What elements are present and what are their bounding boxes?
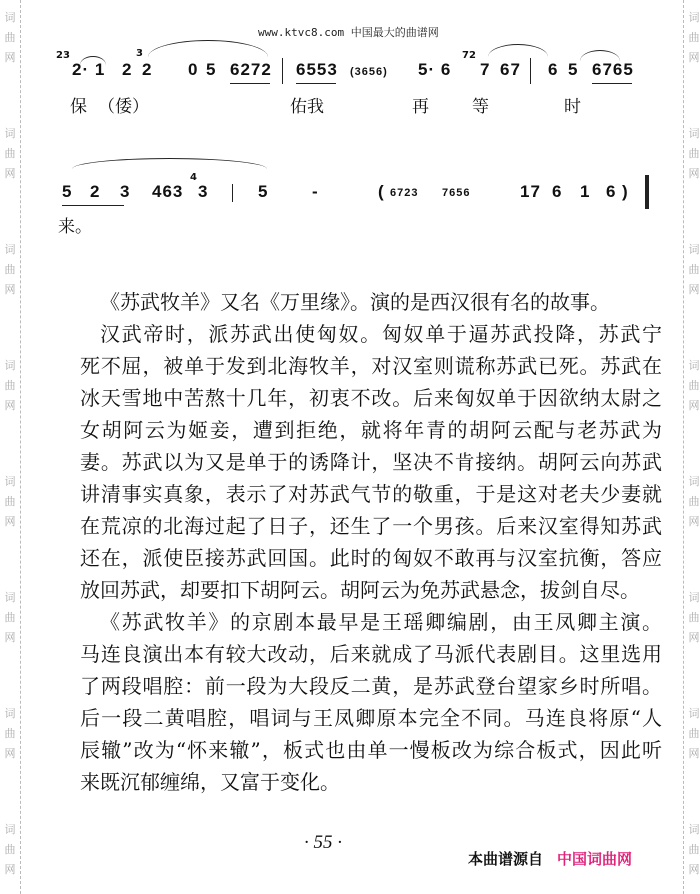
source-label: 本曲谱源自 (468, 850, 544, 868)
lyric: 等 (472, 97, 489, 117)
end-bar-line (645, 175, 649, 209)
side-watermark: 词曲网 (688, 707, 700, 760)
note: 1 (580, 182, 591, 201)
side-watermark: 词曲网 (688, 591, 700, 644)
note: 6272 (230, 60, 272, 79)
underline (62, 205, 124, 206)
side-watermark: 词曲网 (4, 707, 16, 760)
note: 6765 (592, 60, 634, 79)
text-line: 马连良演出本有较大改动，后来就成了马派代表剧目。这里选用 (80, 642, 662, 666)
note: 6723 (390, 187, 419, 199)
side-watermark: 词曲网 (4, 359, 16, 412)
side-watermark: 词曲网 (688, 127, 700, 180)
side-watermark: 词曲网 (688, 11, 700, 64)
side-watermark: 词曲网 (688, 359, 700, 412)
lyric: 时 (564, 97, 581, 117)
slur (80, 56, 106, 65)
side-watermark: 词曲网 (4, 823, 16, 876)
site-watermark: www.ktvc8.com 中国最大的曲谱网 (258, 26, 439, 39)
article-body (80, 286, 662, 798)
text-line: 辰辙”改为“怀来辙”，板式也由单一慢板改为综合板式，因此听 (80, 738, 662, 762)
side-watermark: 词曲网 (4, 127, 16, 180)
underline (296, 83, 336, 84)
side-watermark: 词曲网 (688, 475, 700, 528)
left-watermark-strip (0, 0, 21, 894)
slur (580, 50, 620, 61)
side-watermark: 词曲网 (4, 243, 16, 296)
note: 6 (552, 182, 563, 201)
grace-note: 72 (462, 50, 476, 61)
text-line: 讲清事实真象，表示了对苏武气节的敬重，于是这对老夫少妻就 (80, 482, 662, 506)
note: 5 (568, 60, 579, 79)
note: 3 (198, 182, 209, 201)
note: 6 (548, 60, 559, 79)
text-line: 《苏武牧羊》又名《万里缘》。演的是西汉很有名的故事。 (100, 290, 610, 314)
note: 67 (500, 60, 521, 79)
right-watermark-strip (683, 0, 700, 894)
note: 17 (520, 182, 541, 201)
text-line: 了两段唱腔：前一段为大段反二黄，是苏武登台望家乡时所唱。 (80, 674, 662, 698)
bar-line (282, 58, 283, 84)
text-line: 来既沉郁缠绵，又富于变化。 (80, 770, 340, 794)
note: 2· 1 (72, 60, 106, 79)
note: 5 (258, 182, 269, 201)
grace-note: 23 (56, 50, 70, 61)
side-watermark: 词曲网 (688, 243, 700, 296)
note: 5· 6 (418, 60, 452, 79)
text-line: 还在，派使臣接苏武回国。此时的匈奴不敢再与汉室抗衡，答应 (80, 546, 662, 570)
lyric: 再 (412, 97, 429, 117)
note: 2 (142, 60, 153, 79)
underline (592, 83, 632, 84)
note: 5 (206, 60, 217, 79)
note: 7 (480, 60, 491, 79)
text-line: 汉武帝时，派苏武出使匈奴。匈奴单于逼苏武投降，苏武宁 (100, 322, 662, 346)
note: (3656) (350, 66, 388, 78)
note: 0 (188, 60, 199, 79)
note: 2 (90, 182, 101, 201)
source-credit (468, 848, 632, 869)
lyric: （倭） (98, 97, 149, 117)
lyric: 来。 (58, 217, 92, 237)
note: 6 (606, 182, 617, 201)
note: 463 (152, 182, 184, 201)
text-line: 《苏武牧羊》的京剧本最早是王瑶卿编剧，由王凤卿主演。 (100, 610, 662, 634)
underline (230, 83, 270, 84)
text-line: 放回苏武，却要扣下胡阿云。胡阿云为免苏武悬念，拔剑自尽。 (80, 578, 640, 602)
text-line: 在荒凉的北海过起了日子，还生了一个男孩。后来汉室得知苏武 (80, 514, 662, 538)
page-number: · 55 · (304, 832, 342, 853)
note: 5 (62, 182, 73, 201)
side-watermark: 词曲网 (4, 11, 16, 64)
slur (72, 158, 267, 169)
bar-line (530, 58, 531, 84)
note: ( (378, 182, 385, 201)
grace-note: 4 (190, 172, 197, 183)
text-line: 妻。苏武以为又是单于的诱降计，坚决不肯接纳。胡阿云向苏武 (80, 450, 662, 474)
slur (488, 44, 548, 57)
note: ) (622, 182, 629, 201)
text-line: 死不屈，被单于发到北海牧羊，对汉室则谎称苏武已死。苏武在 (80, 354, 662, 378)
slur (148, 40, 268, 57)
source-brand: 中国词曲网 (557, 850, 633, 868)
lyric: 佑我 (290, 97, 324, 117)
note: 2 (122, 60, 133, 79)
note: 7656 (442, 187, 471, 199)
lyric: 保 (70, 97, 87, 117)
side-watermark: 词曲网 (4, 475, 16, 528)
note: 3 (120, 182, 131, 201)
side-watermark: 词曲网 (688, 823, 700, 876)
bar-line (232, 184, 233, 202)
side-watermark: 词曲网 (4, 591, 16, 644)
text-line: 女胡阿云为姬妾，遭到拒绝，就将年青的胡阿云配与老苏武为 (80, 418, 662, 442)
text-line: 后一段二黄唱腔，唱词与王凤卿原本完全不同。马连良将原“人 (80, 706, 662, 730)
grace-note: 3 (136, 48, 143, 59)
text-line: 冰天雪地中苦熬十几年，初衷不改。后来匈奴单于因欲纳太尉之 (80, 386, 662, 410)
note: 6553 (296, 60, 338, 79)
note: - (312, 182, 319, 201)
